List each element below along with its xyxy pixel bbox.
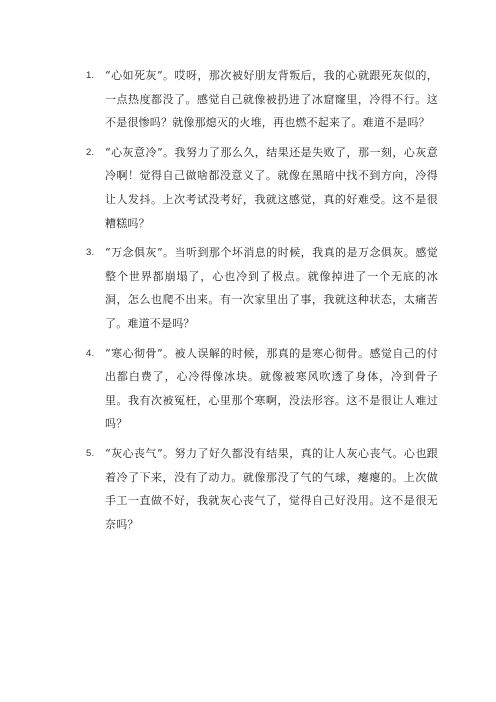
numbered-list [88,64,438,542]
item-text: “灰心丧气”。努力了好久都没有结果，真的让人灰心丧气。心也跟着冷了下来，没有了动力。就像那没了气的气球，瘪瘪的。上次做手工一直做不好，我就灰心丧气了，觉得自己好没用。这不是很无奈吗？ [105,446,438,531]
list-item [88,442,438,536]
item-text: “心如死灰”。哎呀，那次被好朋友背叛后，我的心就跟死灰似的，一点热度都没了。感觉自己就像被扔进了冰窟窿里，冷得不行。这不是很惨吗？就像那熄灭的火堆，再也燃不起来了。难道不是吗？ [105,69,438,130]
item-number: 1. [86,70,95,81]
list-item [88,64,438,135]
item-text: “心灰意冷”。我努力了那么久，结果还是失败了，那一刻，心灰意冷啊！觉得自己做啥都没意义了。就像在黑暗中找不到方向，冷得让人发抖。上次考试没考好，我就这感觉，真的好难受。这不是很糟糕吗？ [105,145,438,230]
item-text: “万念俱灰”。当听到那个坏消息的时候，我真的是万念俱灰。感觉整个世界都崩塌了，心也冷到了极点。就像掉进了一个无底的冰洞，怎么也爬不出来。有一次家里出了事，我就这种状态，太痛苦了。难道不是吗？ [105,246,438,330]
list-item [88,241,438,335]
item-number: 2. [86,146,95,158]
list-item [88,141,438,235]
item-number: 4. [86,347,95,359]
item-number: 5. [86,447,95,459]
item-text: “寒心彻骨”。被人误解的时候，那真的是寒心彻骨。感觉自己的付出都白费了，心冷得像冰块。就像被寒风吹透了身体，冷到骨子里。我有次被冤枉，心里那个寒啊，没法形容。这不是很让人难过吗？ [105,346,438,431]
item-number: 3. [86,247,95,259]
list-item [88,342,438,436]
